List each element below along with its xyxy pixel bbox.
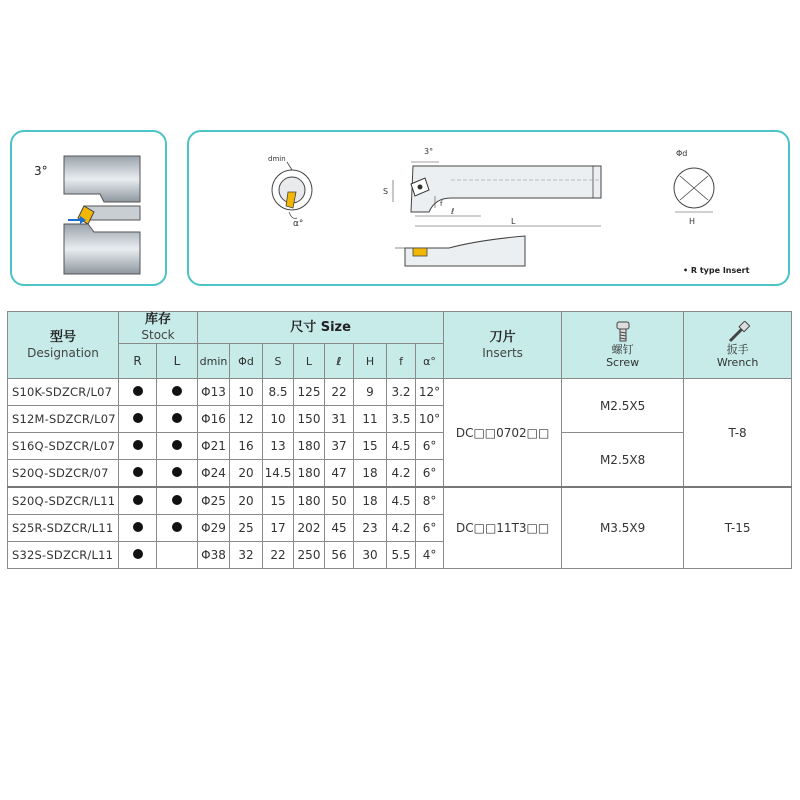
length-cell: 180 [294,487,325,515]
tool-dimension-drawing [189,132,788,284]
h-cell: 11 [354,406,387,433]
ell-cell: 37 [325,433,354,460]
d-cell: 25 [230,515,263,542]
stock-dot-icon [133,413,143,423]
alpha-cell: 8° [416,487,444,515]
f-label: f [440,200,443,208]
stock-dot-icon [133,495,143,505]
screw-header: 螺钉 Screw [562,312,684,379]
tool-dimension-diagram [187,130,790,286]
f-cell: 4.5 [387,487,416,515]
h-cell: 15 [354,433,387,460]
f-cell: 4.2 [387,515,416,542]
stock-l-cell [157,515,198,542]
stock-l-cell [157,460,198,488]
boring-operation-diagram [10,130,167,286]
designation-cell: S20Q-SDZCR/07 [8,460,119,488]
ell-cell: 22 [325,379,354,406]
stock-dot-icon [133,467,143,477]
d-cell: 20 [230,487,263,515]
f-cell: 3.5 [387,406,416,433]
designation-header: 型号 Designation [8,312,119,379]
h-cell: 18 [354,487,387,515]
s-cell: 22 [263,542,294,569]
approach-angle-label: 3° [34,164,48,178]
h-cell: 23 [354,515,387,542]
d-cell: 10 [230,379,263,406]
stock-dot-icon [172,495,182,505]
col-ell: ℓ [325,344,354,379]
length-cell: 250 [294,542,325,569]
stock-dot-icon [172,440,182,450]
wrench-header: 扳手 Wrench [684,312,792,379]
designation-cell: S25R-SDZCR/L11 [8,515,119,542]
stock-dot-icon [133,386,143,396]
dmin-cell: Φ25 [198,487,230,515]
col-phid: Φd [230,344,263,379]
alpha-cell: 6° [416,433,444,460]
s-cell: 10 [263,406,294,433]
angle-3-label: 3° [424,147,434,156]
stock-r-cell [119,487,157,515]
d-cell: 20 [230,460,263,488]
stock-r-cell [119,542,157,569]
d-cell: 32 [230,542,263,569]
f-cell: 5.5 [387,542,416,569]
stock-dot-icon [133,549,143,559]
alpha-cell: 10° [416,406,444,433]
alpha-cell: 4° [416,542,444,569]
dmin-cell: Φ29 [198,515,230,542]
designation-cell: S20Q-SDZCR/L11 [8,487,119,515]
stock-header: 库存 Stock [119,312,198,344]
ell-cell: 45 [325,515,354,542]
stock-dot-icon [133,522,143,532]
stock-dot-icon [172,467,182,477]
stock-l-cell [157,487,198,515]
dmin-cell: Φ38 [198,542,230,569]
s-cell: 13 [263,433,294,460]
col-dmin: dmin [198,344,230,379]
screw-cell: M2.5X8 [562,433,684,488]
stock-l-cell [157,379,198,406]
dmin-cell: Φ16 [198,406,230,433]
f-cell: 3.2 [387,379,416,406]
stock-r-cell [119,515,157,542]
table-row [8,379,792,406]
phid-label: Φd [676,149,688,158]
h-cell: 30 [354,542,387,569]
stock-l-cell [157,406,198,433]
h-label: H [689,217,696,226]
s-cell: 17 [263,515,294,542]
designation-cell: S12M-SDZCR/L07 [8,406,119,433]
stock-dot-icon [172,386,182,396]
wrench-cell: T-15 [684,487,792,569]
stock-r-cell [119,379,157,406]
dmin-label: dmin [268,155,286,163]
alpha-cell: 6° [416,515,444,542]
dmin-cell: Φ13 [198,379,230,406]
dmin-cell: Φ21 [198,433,230,460]
screw-cell: M3.5X9 [562,487,684,569]
stock-dot-icon [172,413,182,423]
ell-cell: 50 [325,487,354,515]
stock-r-cell [119,460,157,488]
insert-cell: DC□□0702□□ [444,379,562,488]
designation-cell: S10K-SDZCR/L07 [8,379,119,406]
h-cell: 9 [354,379,387,406]
r-type-insert-note: • R type Insert [683,266,750,275]
wrench-icon [684,321,791,343]
ell-cell: 56 [325,542,354,569]
s-cell: 15 [263,487,294,515]
length-cell: 180 [294,460,325,488]
stock-r-cell [119,433,157,460]
f-cell: 4.2 [387,460,416,488]
ell-label: ℓ [451,207,455,216]
size-header: 尺寸 Size [198,312,444,344]
col-alpha: α° [416,344,444,379]
l-label: L [511,217,516,226]
designation-cell: S16Q-SDZCR/L07 [8,433,119,460]
h-cell: 18 [354,460,387,488]
wrench-cell: T-8 [684,379,792,488]
ell-cell: 47 [325,460,354,488]
length-cell: 150 [294,406,325,433]
screw-cell: M2.5X5 [562,379,684,433]
inserts-header: 刀片 Inserts [444,312,562,379]
insert-cell: DC□□11T3□□ [444,487,562,569]
s-cell: 8.5 [263,379,294,406]
stock-dot-icon [133,440,143,450]
alpha-label: α° [293,219,304,229]
f-cell: 4.5 [387,433,416,460]
designation-cell: S32S-SDZCR/L11 [8,542,119,569]
ell-cell: 31 [325,406,354,433]
stock-r-cell [119,406,157,433]
screw-icon [562,321,683,343]
d-cell: 16 [230,433,263,460]
length-cell: 180 [294,433,325,460]
length-cell: 125 [294,379,325,406]
dmin-cell: Φ24 [198,460,230,488]
boring-section-illustration [12,132,165,284]
col-l: L [157,344,198,379]
stock-l-cell [157,542,198,569]
d-cell: 12 [230,406,263,433]
alpha-cell: 6° [416,460,444,488]
table-row [8,433,792,460]
stock-l-cell [157,433,198,460]
alpha-cell: 12° [416,379,444,406]
stock-dot-icon [172,522,182,532]
table-row [8,487,792,515]
col-length: L [294,344,325,379]
col-r: R [119,344,157,379]
col-f: f [387,344,416,379]
col-h: H [354,344,387,379]
col-s: S [263,344,294,379]
spec-table [7,311,792,569]
s-label: S [383,187,389,196]
length-cell: 202 [294,515,325,542]
s-cell: 14.5 [263,460,294,488]
